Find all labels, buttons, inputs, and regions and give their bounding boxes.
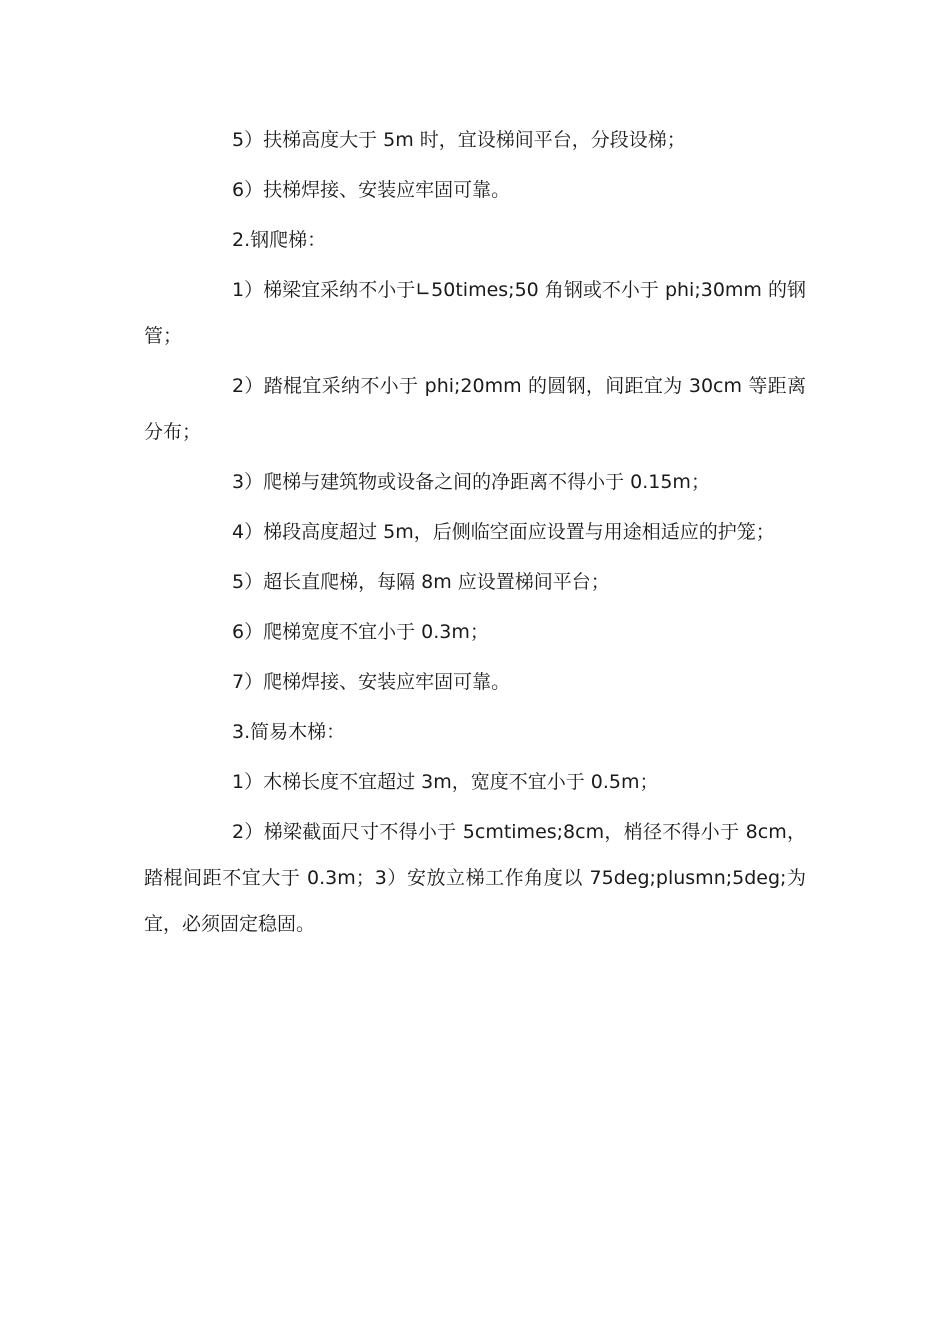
paragraph-wooden-beam-and-angle: 2）梯梁截面尺寸不得小于 5cmtimes;8cm，梢径不得小于 8cm，踏棍间距不宜大于 0.3m；3）安放立梯工作角度以 75deg;plusmn;5deg;为宜，必须固定稳固。 (144, 821, 806, 935)
heading-wooden-ladder: 3.简易木梯： (232, 721, 346, 743)
paragraph-wooden-length: 1）木梯长度不宜超过 3m，宽度不宜小于 0.5m； (232, 771, 659, 793)
document-body (144, 117, 806, 951)
heading-steel-ladder: 2.钢爬梯： (232, 229, 327, 251)
paragraph-platform-interval: 5）超长直爬梯，每隔 8m 应设置梯间平台； (232, 571, 610, 593)
paragraph-ladder-width: 6）爬梯宽度不宜小于 0.3m； (232, 621, 489, 643)
paragraph-cage: 4）梯段高度超过 5m，后侧临空面应设置与用途相适应的护笼； (232, 521, 775, 543)
paragraph-rung-spec: 2）踏棍宜采纳不小于 phi;20mm 的圆钢，间距宜为 30cm 等距离分布； (144, 375, 806, 443)
paragraph-ladder-welding: 7）爬梯焊接、安装应牢固可靠。 (232, 671, 511, 693)
paragraph-escalator-welding: 6）扶梯焊接、安装应牢固可靠。 (232, 179, 511, 201)
paragraph-clearance: 3）爬梯与建筑物或设备之间的净距离不得小于 0.15m； (232, 471, 710, 493)
paragraph-escalator-height: 5）扶梯高度大于 5m 时，宜设梯间平台，分段设梯； (232, 129, 686, 151)
paragraph-ladder-beam: 1）梯梁宜采纳不小于∟50times;50 角钢或不小于 phi;30mm 的钢管； (144, 279, 806, 347)
